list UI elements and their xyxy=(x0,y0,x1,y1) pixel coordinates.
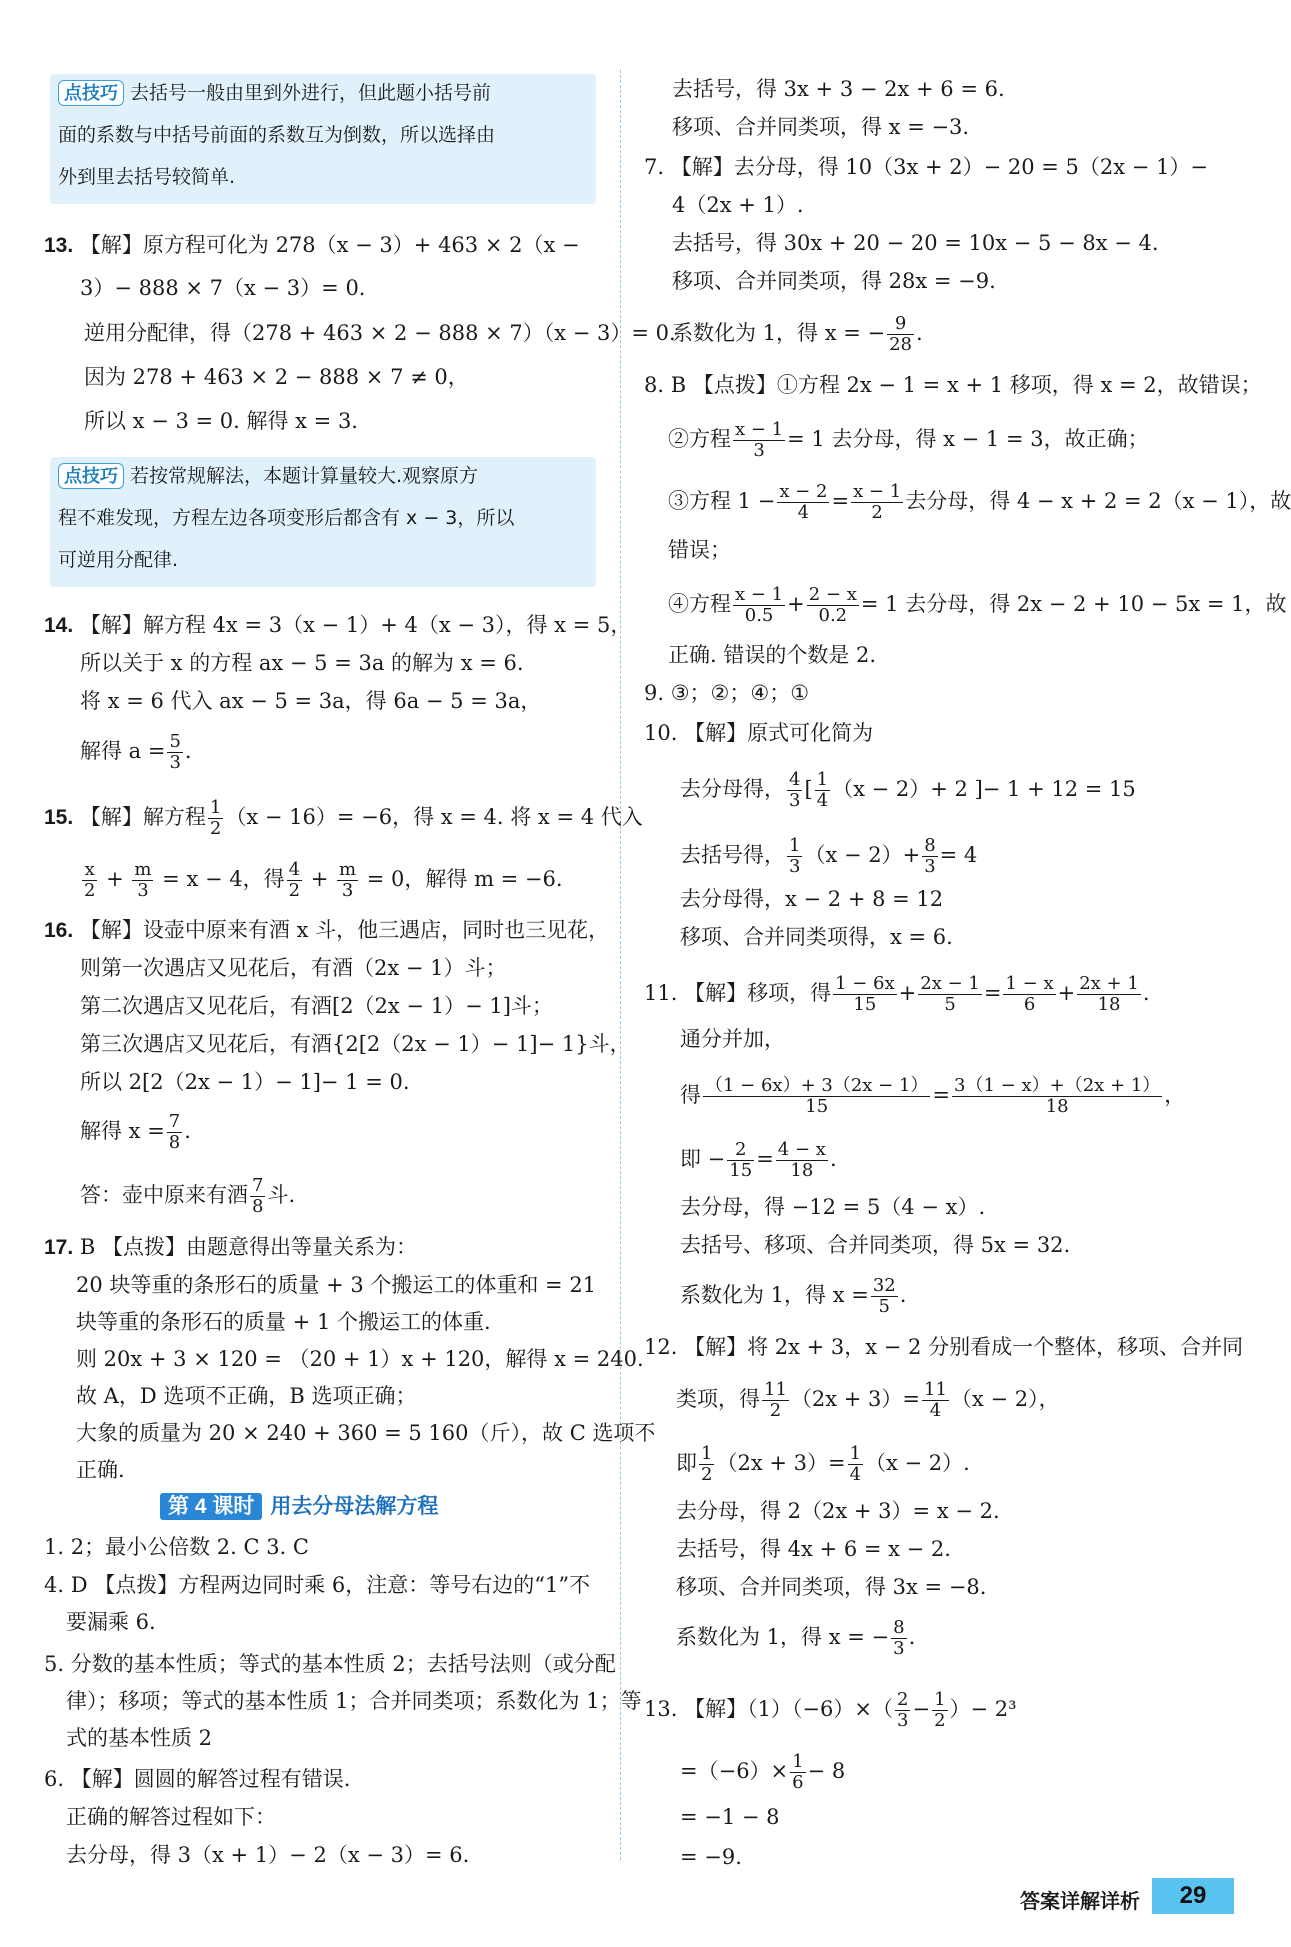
q12-line: 去分母，得 2（2x + 3）= x − 2. xyxy=(676,1499,1000,1523)
q11-line: 即 − $\frac{2}{15}$ = $\frac{4 - x}{18}$ . xyxy=(680,1139,837,1181)
q8-line: ②方程 $\frac{x - 1}{3}$ = 1 去分母，得 x − 1 = 3，故正确； xyxy=(668,419,1149,461)
q11-line: 11. 【解】移项，得 $\frac{1 - 6x}{15}$ + $\frac{2x - 1}{5}$ = $\frac{1 - x}{6}$ + $\frac{2x + 1}{18}$ . xyxy=(644,973,1150,1015)
q7-line: 4（2x + 1）. xyxy=(672,193,804,217)
q11-line: 去分母，得 −12 = 5（4 − x）. xyxy=(680,1195,986,1219)
q13r-line: =（−6）× $\frac{1}{6}$ − 8 xyxy=(680,1751,846,1793)
q16-line: 16. 【解】设壶中原来有酒 x 斗，他三遇店，同时也三见花， xyxy=(44,918,610,942)
tip-text: 外到里去括号较简单. xyxy=(58,166,236,188)
q13-line: 13. 【解】原方程可化为 278（x − 3）+ 463 × 2（x − xyxy=(44,233,580,257)
q10-line: 去分母得，x − 2 + 8 = 12 xyxy=(680,887,944,911)
tip-text: 可逆用分配律. xyxy=(58,549,179,571)
q14-line: 将 x = 6 代入 ax − 5 = 3a，得 6a − 5 = 3a， xyxy=(80,689,542,713)
q8-line: ③方程 1 − $\frac{x - 2}{4}$ = $\frac{x - 1}{2}$ 去分母，得 4 − x + 2 = 2（x − 1），故 xyxy=(668,481,1291,523)
q15-line: $\frac{x}{2}$ + $\frac{m}{3}$ = x − 4，得 $\frac{4}{2}$ + $\frac{m}{3}$ = 0，解得 m = −6. xyxy=(84,859,563,901)
q6-line: 去分母，得 3（x + 1）− 2（x − 3）= 6. xyxy=(66,1843,470,1867)
q17-line: 故 A，D 选项不正确，B 选项正确； xyxy=(76,1384,417,1408)
lesson-header xyxy=(160,1490,438,1520)
q11-line: 系数化为 1，得 x = $\frac{32}{5}$ . xyxy=(680,1275,907,1317)
q16-line: 则第一次遇店又见花后，有酒（2x − 1）斗； xyxy=(80,956,507,980)
q10-line: 10. 【解】原式可化简为 xyxy=(644,721,874,745)
lesson-tag: 第 4 课时 xyxy=(160,1493,262,1520)
tip-box-2 xyxy=(50,457,596,587)
q6-cont-line: 去括号，得 3x + 3 − 2x + 6 = 6. xyxy=(672,77,1005,101)
q13-line: 所以 x − 3 = 0. 解得 x = 3. xyxy=(84,409,358,433)
q8-line: 8. B 【点拨】①方程 2x − 1 = x + 1 移项，得 x = 2，故错误； xyxy=(644,373,1262,397)
q17-line: 则 20x + 3 × 120 = （20 + 1）x + 120，解得 x = 240. xyxy=(76,1347,644,1371)
q11-line: 通分并加， xyxy=(680,1027,785,1051)
q12-line: 移项、合并同类项，得 3x = −8. xyxy=(676,1575,987,1599)
q8-line: 正确. 错误的个数是 2. xyxy=(668,643,877,667)
tip-box-1 xyxy=(50,74,596,204)
q15-line: 15. 【解】解方程 $\frac{1}{2}$ （x − 16）= −6，得 x = 4. 将 x = 4 代入 xyxy=(44,797,643,839)
q6-line: 6. 【解】圆圆的解答过程有错误. xyxy=(44,1767,351,1791)
q1-3-line: 1. 2；最小公倍数 2. C 3. C xyxy=(44,1535,309,1559)
q7-line: 7. 【解】去分母，得 10（3x + 2）− 20 = 5（2x − 1）− xyxy=(644,155,1209,179)
q11-line: 得 $\frac{(1 - 6x)+ 3(2x - 1)}{15}$ = $\frac{3(1 - x)+(2x + 1)}{18}$ ， xyxy=(680,1075,1186,1117)
q12-line: 即 $\frac{1}{2}$ （2x + 3）= $\frac{1}{4}$ （x − 2）. xyxy=(676,1443,970,1485)
q16-line: 第二次遇店又见花后，有酒[2（2x − 1）− 1]斗； xyxy=(80,994,553,1018)
q10-line: 去分母得， $\frac{4}{3}$ [ $\frac{1}{4}$ （x − 2）+ 2 ]− 1 + 12 = 15 xyxy=(680,769,1136,811)
q12-line: 12. 【解】将 2x + 3，x − 2 分别看成一个整体，移项、合并同 xyxy=(644,1335,1244,1359)
q8-line: 错误； xyxy=(668,538,731,562)
q7-line: 移项、合并同类项，得 28x = −9. xyxy=(672,269,996,293)
tip-text: 若按常规解法，本题计算量较大.观察原方 xyxy=(130,465,479,487)
q14-line: 所以关于 x 的方程 ax − 5 = 3a 的解为 x = 6. xyxy=(80,651,524,675)
tip-text: 去括号一般由里到外进行，但此题小括号前 xyxy=(130,82,492,104)
q5-line: 式的基本性质 2 xyxy=(66,1726,213,1750)
q17-line: 大象的质量为 20 × 240 + 360 = 5 160（斤），故 C 选项不 xyxy=(76,1421,656,1445)
q4-line: 4. D 【点拨】方程两边同时乘 6，注意：等号右边的“1”不 xyxy=(44,1573,591,1597)
q13-line: 逆用分配律，得（278 + 463 × 2 − 888 × 7）（x − 3）= 0. xyxy=(84,321,676,345)
tip-text: 面的系数与中括号前面的系数互为倒数，所以选择由 xyxy=(58,124,496,146)
q10-line: 移项、合并同类项得，x = 6. xyxy=(680,925,953,949)
q17-line: 块等重的条形石的质量 + 1 个搬运工的体重. xyxy=(76,1310,491,1334)
q6-cont-line: 移项、合并同类项，得 x = −3. xyxy=(672,115,970,139)
q5-line: 律）；移项；等式的基本性质 1；合并同类项；系数化为 1；等 xyxy=(66,1689,642,1713)
q13r-line: 13. 【解】（1）（−6）×（ $\frac{2}{3}$ − $\frac{1}{2}$ ）− 2³ xyxy=(644,1689,1017,1731)
q16-line: 解得 x = $\frac{7}{8}$ . xyxy=(80,1111,191,1153)
tip-badge: 点技巧 xyxy=(58,463,124,489)
lesson-title: 用去分母法解方程 xyxy=(270,1495,439,1518)
q12-line: 类项，得 $\frac{11}{2}$ （2x + 3）= $\frac{11}{4}$ （x − 2）， xyxy=(676,1379,1060,1421)
q9-line: 9. ③；②；④；① xyxy=(644,681,810,705)
q14-line: 解得 a = $\frac{5}{3}$ . xyxy=(80,731,192,773)
tip-badge: 点技巧 xyxy=(58,80,124,106)
q6-line: 正确的解答过程如下： xyxy=(66,1805,276,1829)
q12-line: 系数化为 1，得 x = − $\frac{8}{3}$ . xyxy=(676,1617,916,1659)
q11-line: 去括号、移项、合并同类项，得 5x = 32. xyxy=(680,1233,1071,1257)
q13-line: 因为 278 + 463 × 2 − 888 × 7 ≠ 0， xyxy=(84,365,469,389)
q7-line: 系数化为 1，得 x = − $\frac{9}{28}$ . xyxy=(672,313,923,355)
q7-line: 去括号，得 30x + 20 − 20 = 10x − 5 − 8x − 4. xyxy=(672,231,1159,255)
q8-line: ④方程 $\frac{x - 1}{0.5}$ + $\frac{2 - x}{0.2}$ = 1 去分母，得 2x − 2 + 10 − 5x = 1，故 xyxy=(668,584,1287,626)
footer-label: 答案详解详析 xyxy=(1020,1891,1140,1913)
q17-line: 20 块等重的条形石的质量 + 3 个搬运工的体重和 = 21 xyxy=(76,1273,597,1297)
q17-line: 17. B 【点拨】由题意得出等量关系为： xyxy=(44,1235,417,1259)
q16-line: 答：壶中原来有酒 $\frac{7}{8}$ 斗. xyxy=(80,1175,296,1217)
tip-text: 程不难发现，方程左边各项变形后都含有 x − 3，所以 xyxy=(58,507,515,529)
q10-line: 去括号得， $\frac{1}{3}$ （x − 2）+ $\frac{8}{3}$ = 4 xyxy=(680,835,978,877)
q13-line: 3）− 888 × 7（x − 3）= 0. xyxy=(80,276,366,300)
q16-line: 所以 2[2（2x − 1）− 1]− 1 = 0. xyxy=(80,1070,410,1094)
q4-line: 要漏乘 6. xyxy=(66,1610,156,1634)
q5-line: 5. 分数的基本性质；等式的基本性质 2；去括号法则（或分配 xyxy=(44,1652,616,1676)
q16-line: 第三次遇店又见花后，有酒{2[2（2x − 1）− 1]− 1}斗， xyxy=(80,1032,631,1056)
page-number: 29 xyxy=(1152,1878,1234,1914)
q13r-line: = −9. xyxy=(680,1845,742,1869)
q13r-line: = −1 − 8 xyxy=(680,1805,780,1829)
q14-line: 14. 【解】解方程 4x = 3（x − 1）+ 4（x − 3），得 x = 5， xyxy=(44,613,632,637)
q12-line: 去括号，得 4x + 6 = x − 2. xyxy=(676,1537,951,1561)
q17-line: 正确. xyxy=(76,1458,125,1482)
